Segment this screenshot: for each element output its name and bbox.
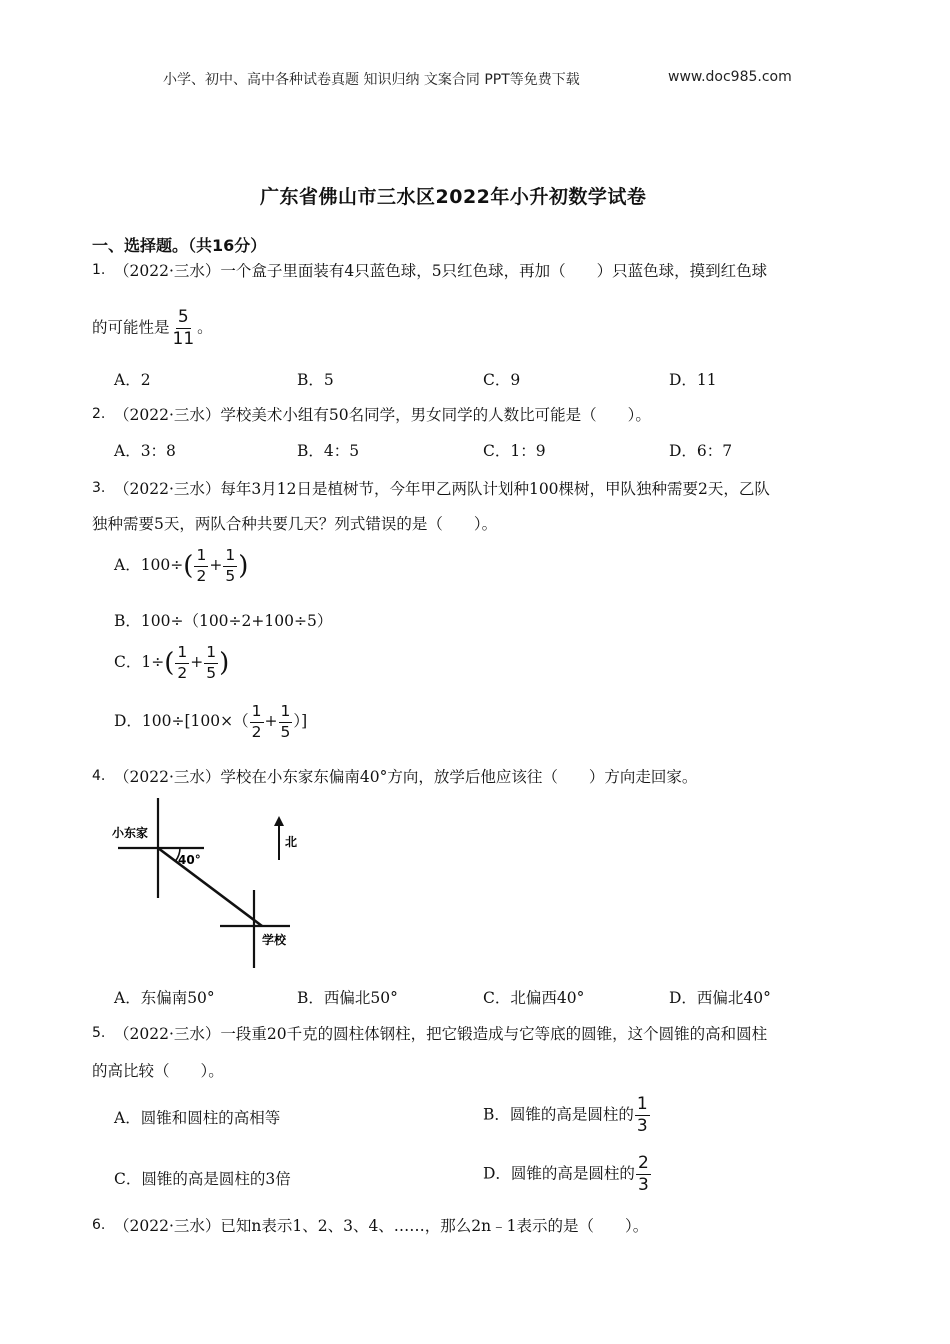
question-text: （2022·三水）每年3月12日是植树节，今年甲乙两队计划种100棵树，甲队独种需要2天，乙队 (114, 480, 770, 498)
option-a[interactable]: A．2 (114, 371, 151, 389)
option-a[interactable]: A．圆锥和圆柱的高相等 (114, 1109, 281, 1127)
option-b[interactable]: B．圆锥的高是圆柱的 $\frac{1}{3}$ (483, 1094, 648, 1136)
question-number: 3. (92, 480, 106, 496)
option-d[interactable]: D．圆锥的高是圆柱的 $\frac{2}{3}$ (483, 1153, 649, 1195)
option-c[interactable]: C．1：9 (483, 442, 546, 460)
question-text-line2: 独种需要5天，两队合种共要几天？列式错误的是（ ）。 (92, 515, 498, 533)
question-text: （2022·三水）一段重20千克的圆柱体钢柱，把它锻造成与它等底的圆锥，这个圆锥的高和圆柱 (114, 1025, 768, 1043)
figure-label-angle: 40° (178, 853, 201, 867)
question-text: （2022·三水）学校美术小组有50名同学，男女同学的人数比可能是（ ）。 (114, 406, 651, 424)
option-c[interactable]: C．9 (483, 371, 521, 389)
north-arrow-icon (274, 816, 284, 826)
question-number: 5. (92, 1025, 106, 1041)
option-a[interactable]: A．100÷( $\frac{1}{2}$ + $\frac{1}{5}$ ) (114, 546, 249, 585)
question-number: 2. (92, 406, 106, 422)
section-heading: 一、选择题。（共16分） (92, 236, 267, 255)
option-a[interactable]: A．3：8 (114, 442, 176, 460)
figure-label-home: 小东家 (112, 826, 149, 840)
fraction: $\frac{5}{11}$ (172, 307, 195, 349)
page-title: 广东省佛山市三水区2022年小升初数学试卷 (260, 186, 647, 208)
question-text: （2022·三水）学校在小东家东偏南40°方向，放学后他应该往（ ）方向走回家。 (114, 768, 698, 786)
question-number: 4. (92, 768, 106, 784)
header-site-link[interactable]: www.doc985.com (668, 69, 792, 85)
question-text: （2022·三水）已知n表示1、2、3、4、……，那么2n﹣1表示的是（ ）。 (114, 1217, 649, 1235)
figure-label-school: 学校 (262, 933, 287, 947)
option-d[interactable]: D．西偏北40° (669, 989, 771, 1007)
option-d[interactable]: D．11 (669, 371, 717, 389)
direction-diagram (112, 798, 302, 970)
direction-figure (112, 798, 302, 970)
option-d[interactable]: D．6：7 (669, 442, 733, 460)
question-text: （2022·三水）一个盒子里面装有4只蓝色球，5只红色球，再加（ ）只蓝色球，摸到红色球 (114, 262, 768, 280)
option-c[interactable]: C．圆锥的高是圆柱的3倍 (114, 1170, 291, 1188)
option-b[interactable]: B．5 (297, 371, 334, 389)
question-number: 6. (92, 1217, 106, 1233)
option-b[interactable]: B．100÷（100÷2+100÷5） (114, 612, 333, 630)
question-text-line2: 的高比较（ ）。 (92, 1062, 224, 1080)
option-a[interactable]: A．东偏南50° (114, 989, 215, 1007)
question-number: 1. (92, 262, 106, 278)
option-b[interactable]: B．西偏北50° (297, 989, 398, 1007)
figure-label-north: 北 (285, 835, 298, 849)
option-c[interactable]: C．1÷( $\frac{1}{2}$ + $\frac{1}{5}$ ) (114, 643, 230, 682)
option-b[interactable]: B．4：5 (297, 442, 360, 460)
option-c[interactable]: C．北偏西40° (483, 989, 585, 1007)
question-text-line2: 的可能性是 $\frac{5}{11}$ 。 (92, 307, 213, 349)
option-d[interactable]: D．100÷[100×（ $\frac{1}{2}$ + $\frac{1}{5}$ ）] (114, 702, 308, 741)
header-text: 小学、初中、高中各种试卷真题 知识归纳 文案合同 PPT等免费下载 (163, 72, 580, 88)
